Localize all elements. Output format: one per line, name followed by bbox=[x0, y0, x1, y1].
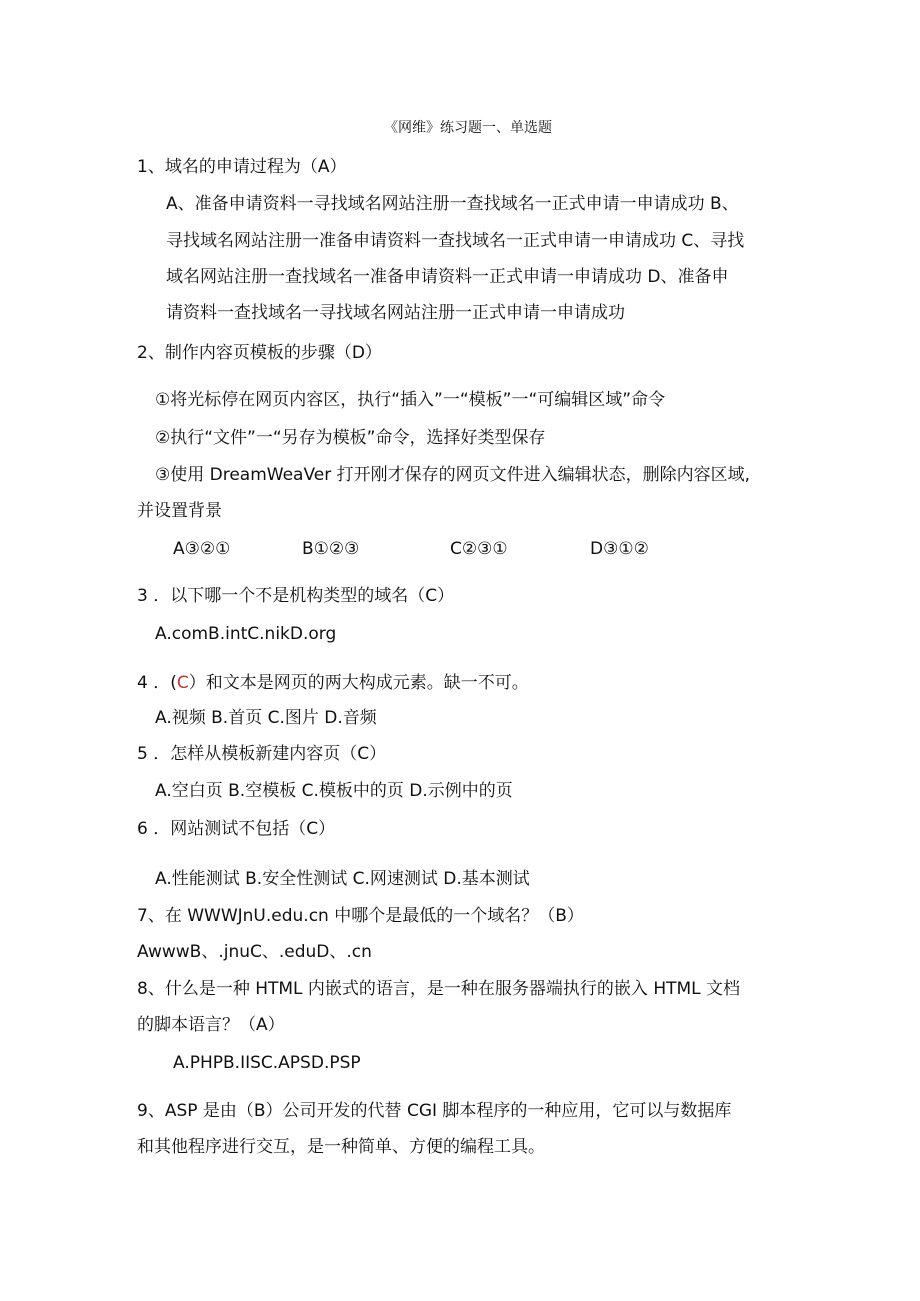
question-7-options: AwwwB、.jnuC、.eduD、.cn bbox=[137, 942, 372, 962]
question-2-step: ①将光标停在网页内容区，执行“插入”一“模板”一“可编辑区域”命令 bbox=[155, 390, 666, 410]
question-2-step: ②执行“文件”一“另存为模板”命令，选择好类型保存 bbox=[155, 428, 546, 448]
question-6-options: A.性能测试 B.安全性测试 C.网速测试 D.基本测试 bbox=[155, 869, 530, 889]
question-2-step: ③使用 DreamWeaVer 打开刚才保存的网页文件进入编辑状态，删除内容区域, bbox=[155, 465, 751, 485]
question-4-stem bbox=[137, 672, 529, 694]
question-5-stem: 5 ．怎样从模板新建内容页（C） bbox=[137, 744, 387, 764]
question-6-stem: 6 ．网站测试不包括（C） bbox=[137, 819, 336, 839]
question-3-stem: 3 ．以下哪一个不是机构类型的域名（C） bbox=[137, 586, 455, 606]
question-2-stem: 2、制作内容页模板的步骤（D） bbox=[137, 343, 382, 363]
question-2-option: A③②① bbox=[173, 539, 231, 559]
question-1-line: 请资料一查找域名一寻找域名网站注册一正式申请一申请成功 bbox=[166, 303, 625, 323]
question-3-options: A.comB.intC.nikD.org bbox=[155, 624, 337, 644]
question-2-option: D③①② bbox=[590, 539, 649, 559]
page-title: 《网维》练习题一、单选题 bbox=[384, 120, 552, 136]
question-4-options: A.视频 B.首页 C.图片 D.音频 bbox=[155, 708, 377, 728]
question-2-option: B①②③ bbox=[302, 539, 360, 559]
question-9-line: 和其他程序进行交互，是一种简单、方便的编程工具。 bbox=[137, 1137, 545, 1157]
question-8-options: A.PHPB.IISC.APSD.PSP bbox=[173, 1053, 361, 1073]
question-1-line: 域名网站注册一查找域名一准备申请资料一正式申请一申请成功 D、准备申 bbox=[166, 267, 729, 287]
question-4-answer: C bbox=[176, 673, 189, 693]
question-1-stem: 1、域名的申请过程为（A） bbox=[137, 157, 347, 177]
question-2-step: 并设置背景 bbox=[137, 501, 222, 521]
question-4-suffix: ）和文本是网页的两大构成元素。缺一不可。 bbox=[188, 673, 529, 693]
question-7-stem: 7、在 WWWJnU.edu.cn 中哪个是最低的一个域名？（B） bbox=[137, 906, 584, 926]
question-5-options: A.空白页 B.空模板 C.模板中的页 D.示例中的页 bbox=[155, 781, 513, 801]
question-1-line: A、准备申请资料一寻找域名网站注册一查找域名一正式申请一申请成功 B、 bbox=[166, 194, 739, 214]
question-1-line: 寻找域名网站注册一准备申请资料一查找域名一正式申请一申请成功 C、寻找 bbox=[166, 231, 745, 251]
question-8-line: 8、什么是一种 HTML 内嵌式的语言，是一种在服务器端执行的嵌入 HTML 文档 bbox=[137, 979, 741, 999]
question-9-line: 9、ASP 是由（B）公司开发的代替 CGI 脚本程序的一种应用，它可以与数据库 bbox=[137, 1101, 732, 1121]
question-8-line: 的脚本语言？（A） bbox=[137, 1015, 285, 1035]
question-4-prefix: 4 ．( bbox=[137, 673, 177, 693]
question-2-option: C②③① bbox=[450, 539, 508, 559]
